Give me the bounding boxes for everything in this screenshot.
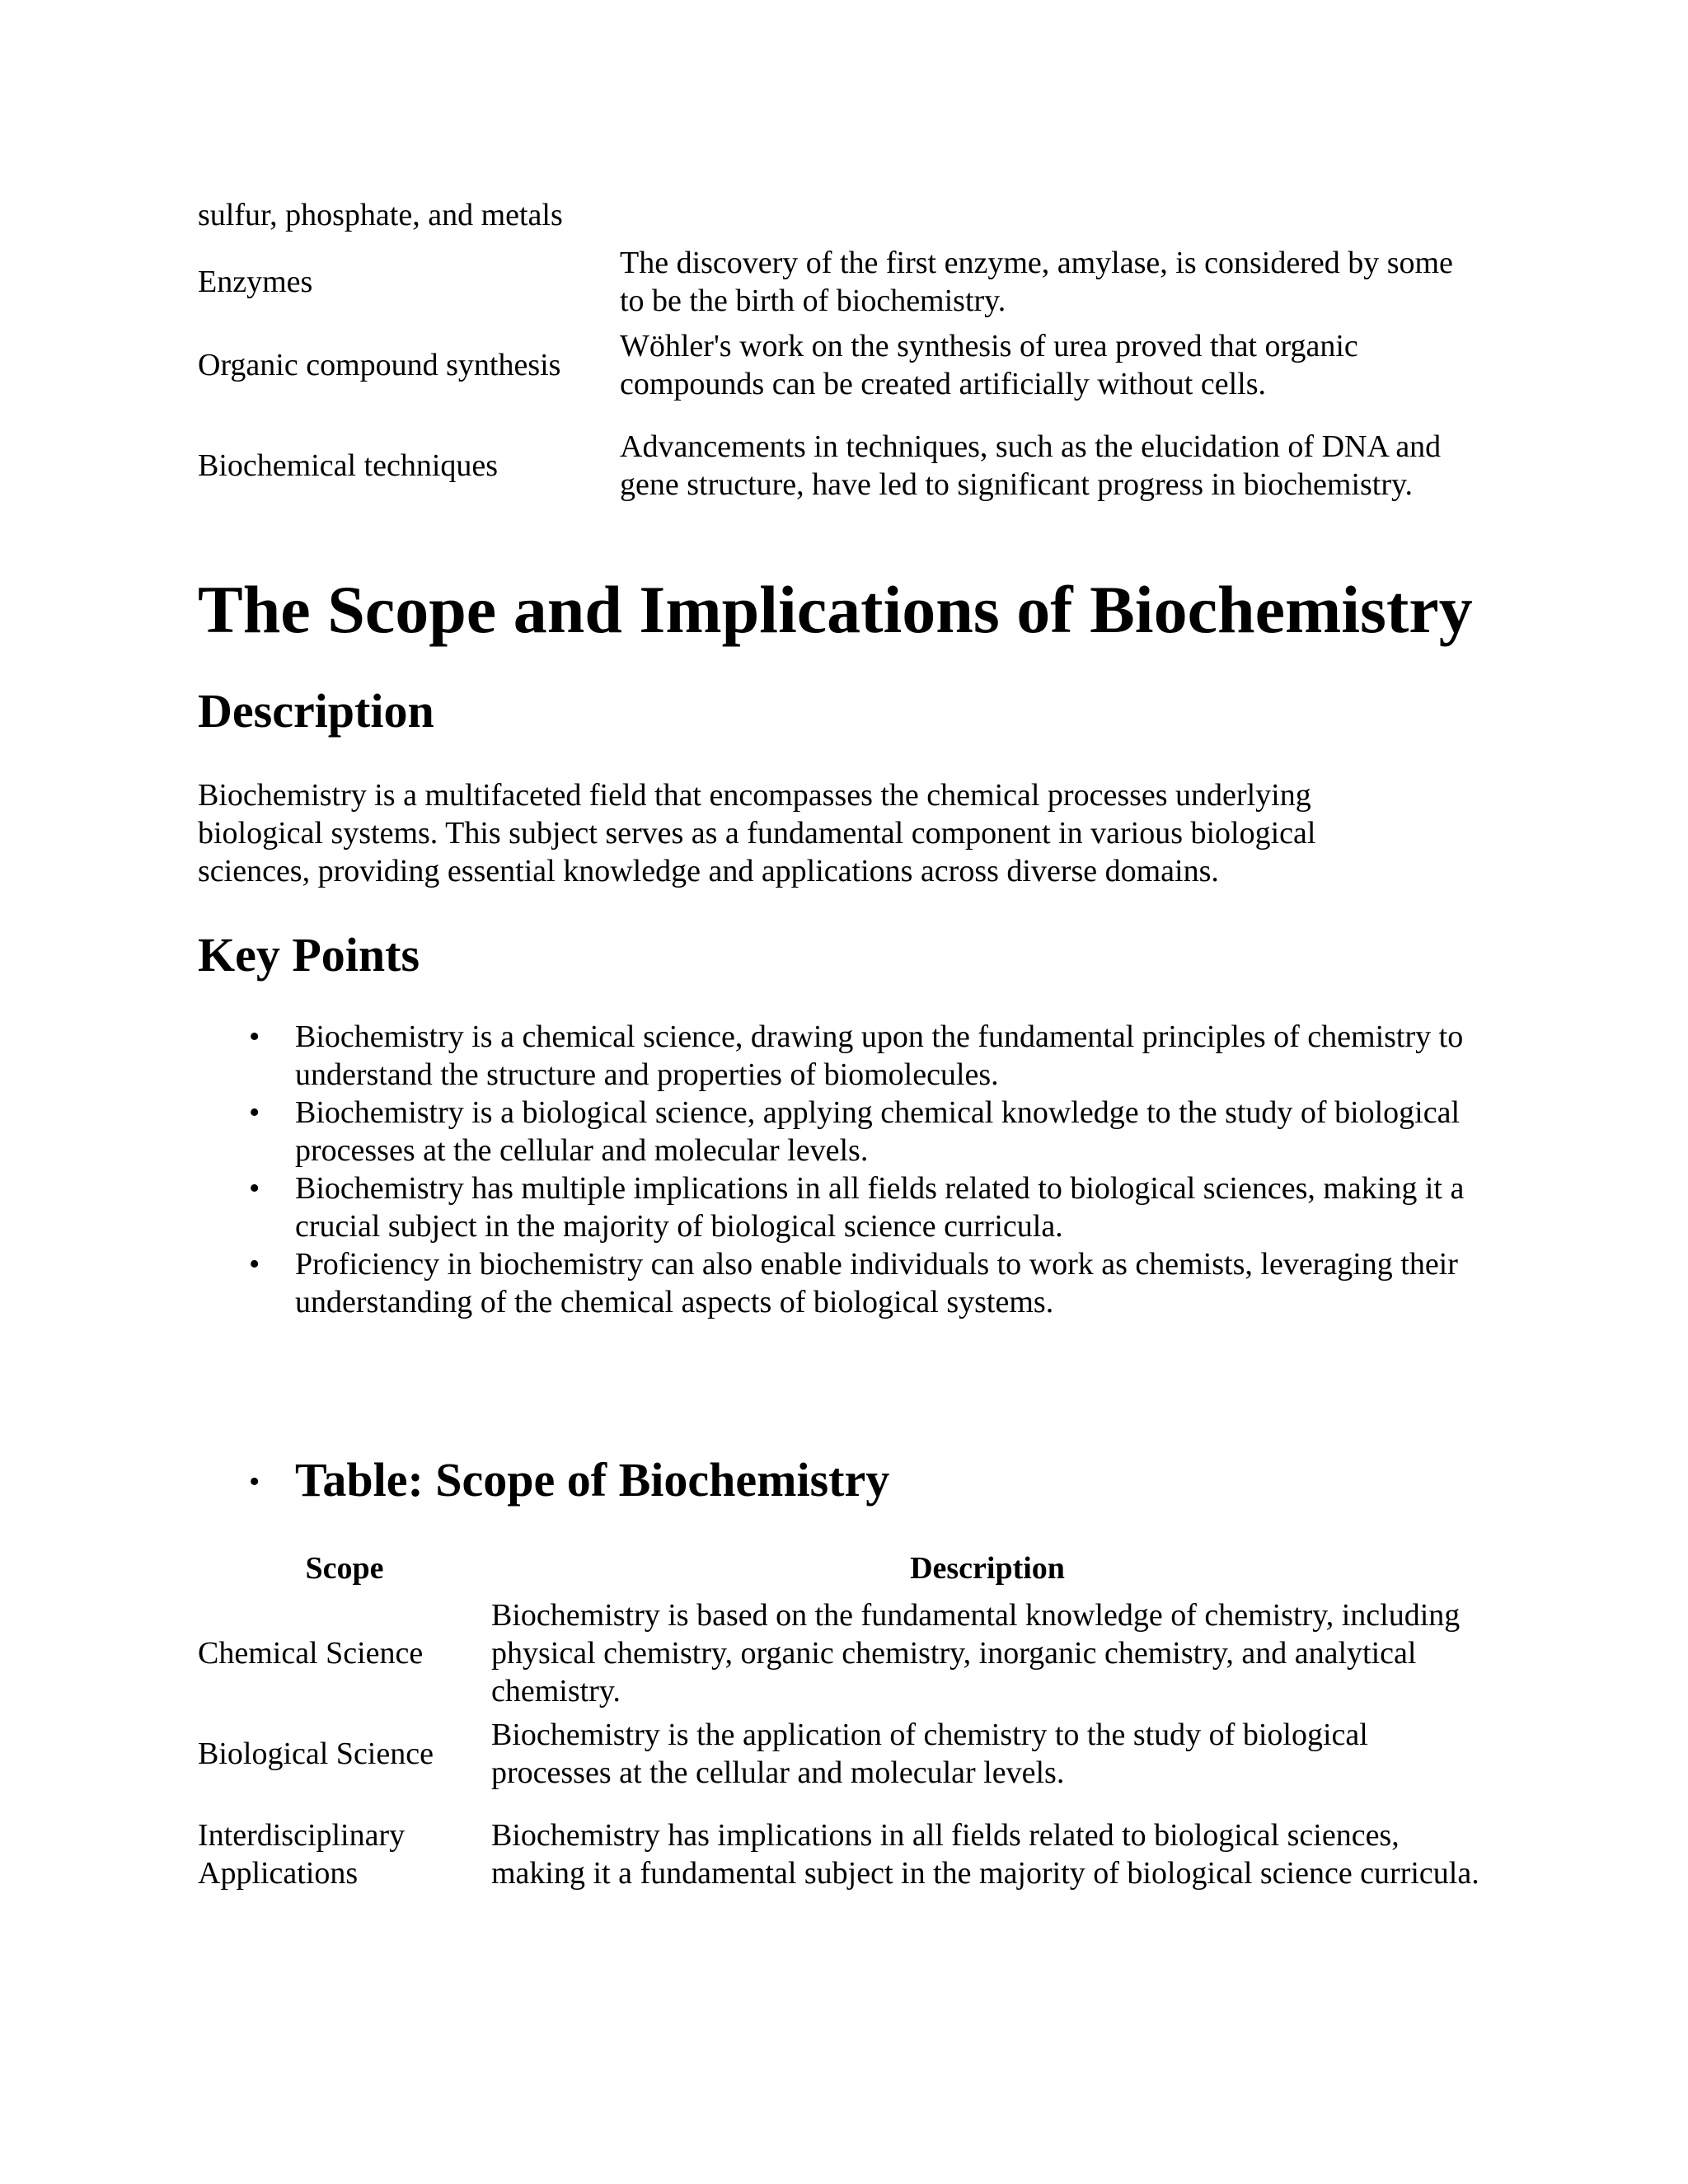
list-item (198, 1094, 1484, 1169)
table-cell-desc: Biochemistry has implications in all fields related to biological sciences, making it a fundamental subject in the majority of biological science curricula. (491, 1818, 1479, 1891)
table-cell-desc: The discovery of the first enzyme, amylase, is considered by some to be the birth of biochemistry. (620, 246, 1453, 318)
list-item-text: Biochemistry is a chemical science, drawing upon the fundamental principles of chemistry to understand the structure and properties of biomolecules. (295, 1019, 1464, 1092)
bullet-icon: • (249, 1171, 260, 1206)
list-item-text: Biochemistry has multiple implications in all fields related to biological sciences, making it a crucial subject in the majority of biological science curricula. (295, 1171, 1465, 1244)
key-points-list (198, 1018, 1484, 1321)
table-cell-term: Organic compound synthesis (198, 348, 561, 382)
scope-table-title-item (198, 1451, 1434, 1516)
list-item-text: Biochemistry is a biological science, applying chemical knowledge to the study of biological processes at the cellular and molecular levels. (295, 1095, 1461, 1168)
table-cell-desc: Wöhler's work on the synthesis of urea proved that organic compounds can be created artificially without cells. (620, 329, 1358, 401)
table-row (198, 196, 1484, 241)
key-points-heading: Key Points (198, 928, 420, 982)
table-row (198, 407, 1484, 524)
bullet-icon: • (249, 1465, 260, 1499)
table-row (198, 241, 1484, 323)
page-title: The Scope and Implications of Biochemistry (198, 572, 1473, 647)
table-cell-term: Enzymes (198, 265, 313, 299)
table-cell-desc: Advancements in techniques, such as the elucidation of DNA and gene structure, have led to significant progress in biochemistry. (620, 429, 1442, 502)
table-cell-desc: Biochemistry is the application of chemistry to the study of biological processes at the cellular and molecular levels. (491, 1718, 1368, 1790)
table-cell-term: Biochemical techniques (198, 448, 499, 483)
table-cell-desc: Biochemistry is based on the fundamental knowledge of chemistry, including physical chemistry, organic chemistry, inorganic chemistry, and analytical chemistry. (491, 1598, 1461, 1708)
scope-table-title: Table: Scope of Biochemistry (295, 1453, 890, 1507)
description-text: Biochemistry is a multifaceted field that encompasses the chemical processes underlying biological systems. This subject serves as a fundamental component in various biological sciences, providing essential knowledge and applications across diverse domains. (198, 778, 1316, 888)
list-item-text: Proficiency in biochemistry can also enable individuals to work as chemists, leveraging their understanding of the chemical aspects of biological systems. (295, 1247, 1458, 1319)
list-item (198, 1245, 1484, 1321)
table-row (198, 323, 1484, 407)
table-row (198, 1594, 1484, 1713)
history-table (198, 196, 1484, 524)
column-header-scope: Scope (305, 1551, 384, 1586)
table-cell-desc (620, 196, 1484, 241)
bullet-icon: • (249, 1095, 260, 1130)
table-row (198, 1795, 1484, 1914)
table-cell-scope: Biological Science (198, 1736, 434, 1771)
table-row (198, 1713, 1484, 1795)
table-cell-scope: Chemical Science (198, 1636, 424, 1671)
table-cell-term: sulfur, phosphate, and metals (198, 198, 563, 232)
scope-table (198, 1549, 1484, 1914)
column-header-description: Description (910, 1551, 1065, 1586)
bullet-icon: • (249, 1247, 260, 1282)
table-cell-scope: Interdisciplinary Applications (198, 1818, 406, 1891)
table-header-row (198, 1549, 1484, 1594)
bullet-icon: • (249, 1019, 260, 1054)
description-heading: Description (198, 684, 434, 738)
list-item (198, 1018, 1484, 1094)
list-item (198, 1169, 1484, 1245)
